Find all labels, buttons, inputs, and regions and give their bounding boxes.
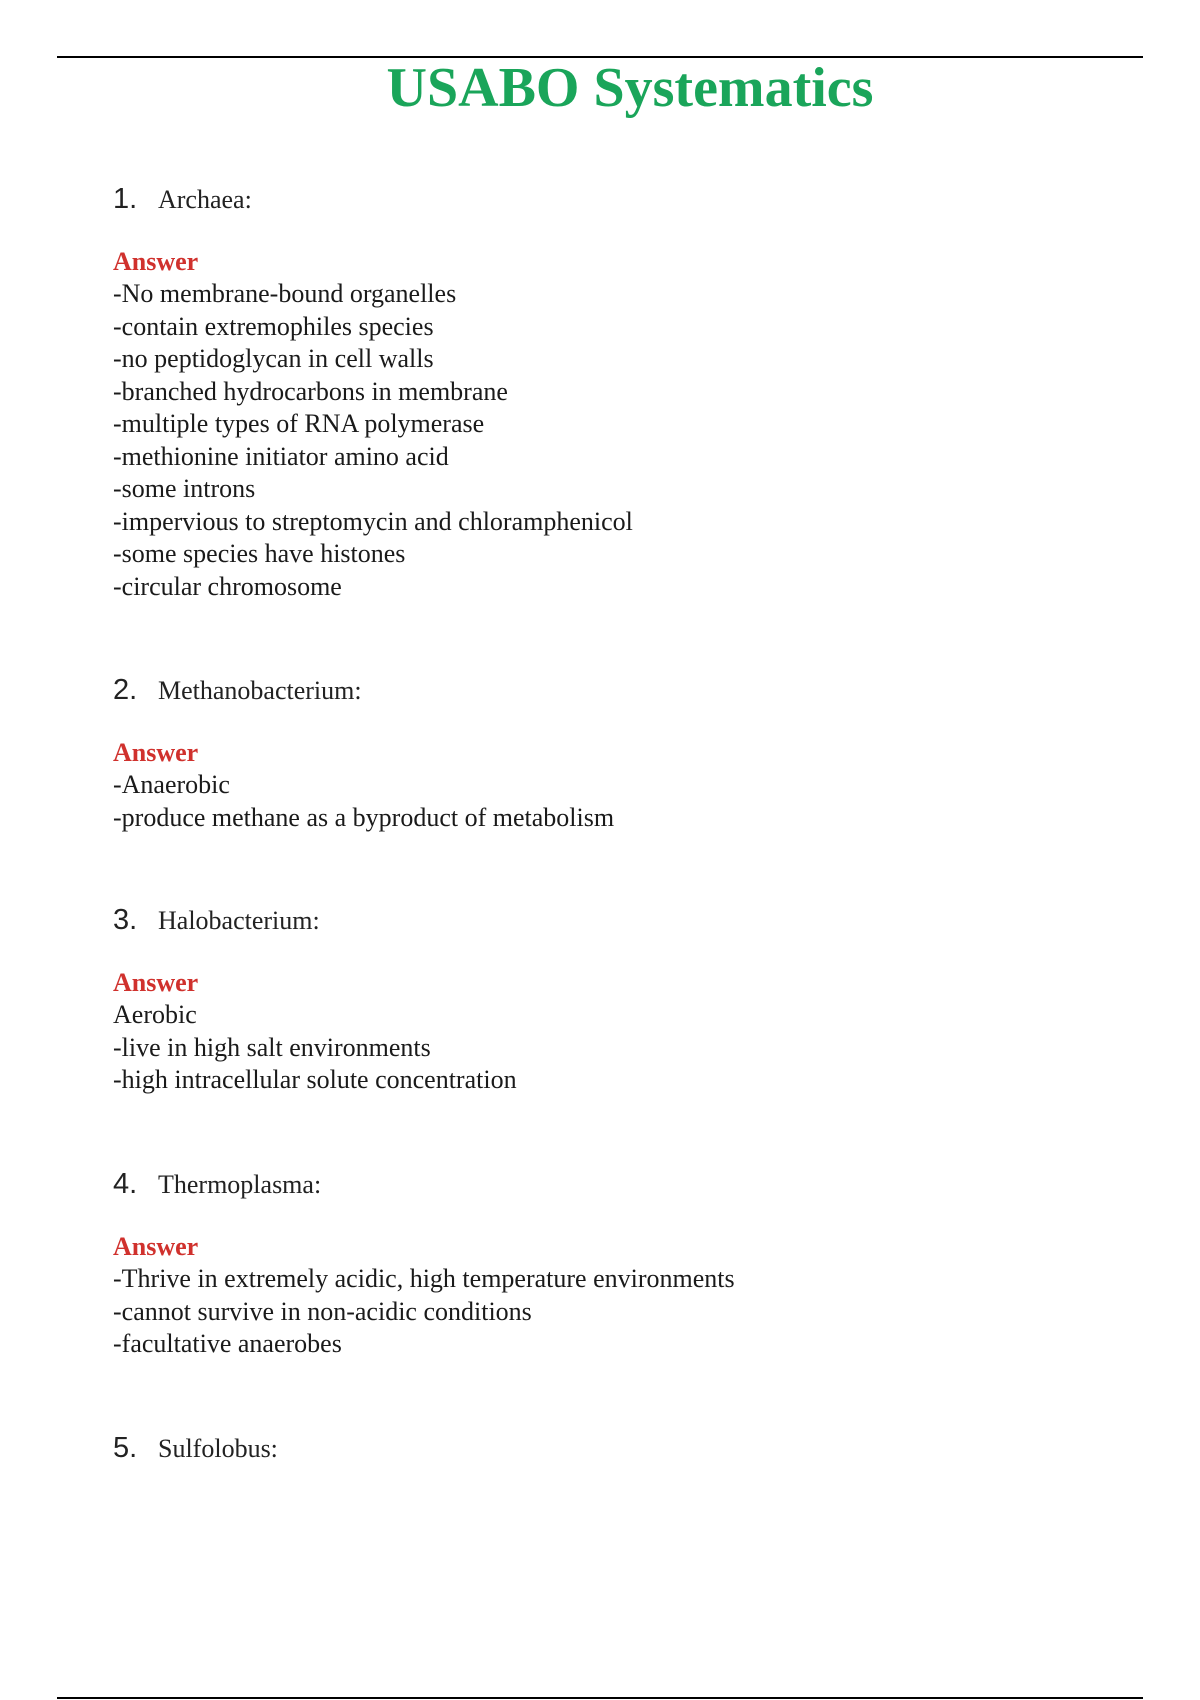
question-5 bbox=[113, 1432, 1113, 1472]
question-number: 4. bbox=[113, 1168, 138, 1200]
question-number: 5. bbox=[113, 1432, 138, 1464]
answer-line: -branched hydrocarbons in membrane bbox=[113, 376, 508, 406]
question-text: Methanobacterium: bbox=[158, 676, 362, 705]
page-title: USABO Systematics bbox=[386, 57, 874, 119]
answer-label: Answer bbox=[113, 1232, 199, 1261]
question-1 bbox=[113, 183, 1113, 223]
answer-line: -Anaerobic bbox=[113, 770, 230, 799]
answer-label: Answer bbox=[113, 968, 199, 997]
answer-label: Answer bbox=[113, 247, 199, 276]
qa-item-3 bbox=[113, 904, 1113, 1097]
answer-line: -methionine initiator amino acid bbox=[113, 441, 449, 471]
answer-line: -contain extremophiles species bbox=[113, 311, 434, 341]
answer-line: -No membrane-bound organelles bbox=[113, 279, 457, 308]
bottom-rule bbox=[57, 1697, 1143, 1699]
question-number: 2. bbox=[113, 674, 138, 706]
question-text: Halobacterium: bbox=[158, 906, 320, 935]
answer-line: -produce methane as a byproduct of metabolism bbox=[113, 802, 615, 832]
question-3 bbox=[113, 904, 1113, 944]
answer-line: Aerobic bbox=[113, 1000, 197, 1029]
answer-line: -some introns bbox=[113, 474, 256, 503]
answer-label: Answer bbox=[113, 738, 199, 767]
question-4 bbox=[113, 1168, 1113, 1208]
qa-item-5 bbox=[113, 1432, 1113, 1472]
question-number: 3. bbox=[113, 904, 138, 936]
answer-line: -facultative anaerobes bbox=[113, 1329, 342, 1358]
answer-line: -no peptidoglycan in cell walls bbox=[113, 344, 434, 373]
answer-line: -high intracellular solute concentration bbox=[113, 1065, 517, 1094]
answer-line: -cannot survive in non-acidic conditions bbox=[113, 1296, 532, 1326]
answer-line: -some species have histones bbox=[113, 539, 406, 568]
answer-line: -circular chromosome bbox=[113, 571, 342, 601]
question-text: Thermoplasma: bbox=[158, 1170, 322, 1199]
answer-line: -multiple types of RNA polymerase bbox=[113, 409, 485, 438]
question-number: 1. bbox=[113, 183, 138, 215]
qa-item-1 bbox=[113, 183, 1113, 603]
question-text: Sulfolobus: bbox=[158, 1434, 278, 1463]
question-text: Archaea: bbox=[158, 185, 252, 214]
answer-line: -Thrive in extremely acidic, high temperature environments bbox=[113, 1264, 735, 1293]
qa-item-2 bbox=[113, 674, 1113, 834]
question-2 bbox=[113, 674, 1113, 714]
answer-line: -impervious to streptomycin and chloramphenicol bbox=[113, 506, 633, 536]
qa-item-4 bbox=[113, 1168, 1113, 1361]
answer-line: -live in high salt environments bbox=[113, 1032, 431, 1062]
